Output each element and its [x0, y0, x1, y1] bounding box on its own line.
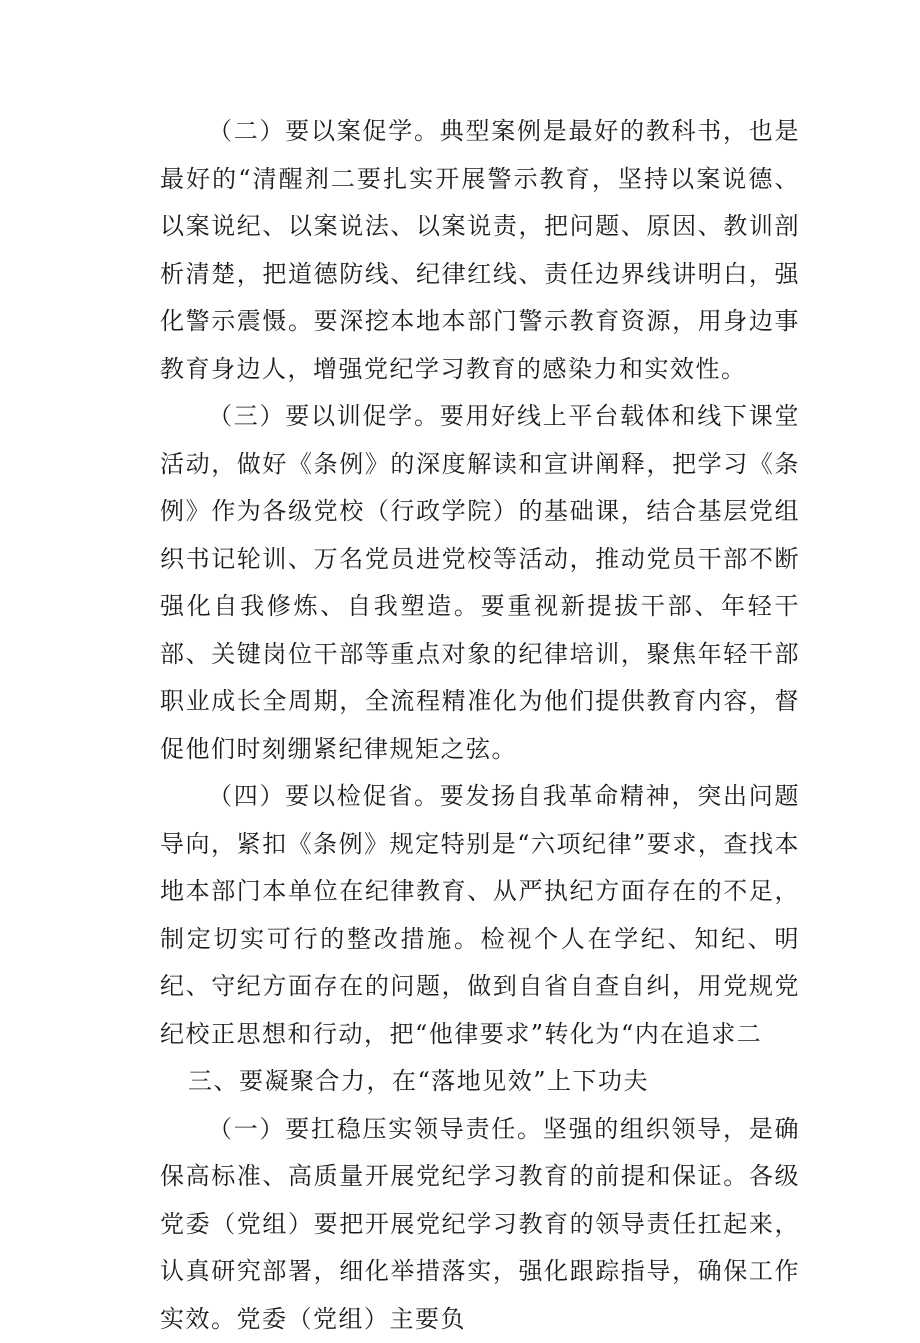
document-body [160, 108, 800, 1343]
paragraph-case-study: （二）要以案促学。典型案例是最好的教科书，也是最好的“清醒剂二要扎实开展警示教育，坚持以案说德、以案说纪、以案说法、以案说责，把问题、原因、教训剖析清楚，把道德防线、纪律红线、责任边界线讲明白，强化警示震慑。要深挖本地本部门警示教育资源，用身边事教育身边人，增强党纪学习教育的感染力和实效性。 [160, 108, 800, 393]
paragraph-inspection: （四）要以检促省。要发扬自我革命精神，突出问题导向，紧扣《条例》规定特别是“六项纪律”要求，查找本地本部门本单位在纪律教育、从严执纪方面存在的不足，制定切实可行的整改措施。检视个人在学纪、知纪、明纪、守纪方面存在的问题，做到自省自查自纠，用党规党纪校正思想和行动，把“他律要求”转化为“内在追求二 [160, 773, 800, 1058]
section-heading: 三、要凝聚合力，在“落地见效”上下功夫 [160, 1058, 800, 1106]
paragraph-training: （三）要以训促学。要用好线上平台载体和线下课堂活动，做好《条例》的深度解读和宣讲阐释，把学习《条例》作为各级党校（行政学院）的基础课，结合基层党组织书记轮训、万名党员进党校等活动，推动党员干部不断强化自我修炼、自我塑造。要重视新提拔干部、年轻干部、关键岗位干部等重点对象的纪律培训，聚焦年轻干部职业成长全周期，全流程精准化为他们提供教育内容，督促他们时刻绷紧纪律规矩之弦。 [160, 393, 800, 773]
paragraph-leadership: （一）要扛稳压实领导责任。坚强的组织领导，是确保高标准、高质量开展党纪学习教育的前提和保证。各级党委（党组）要把开展党纪学习教育的领导责任扛起来，认真研究部署，细化举措落实，强化跟踪指导，确保工作实效。党委（党组）主要负 [160, 1106, 800, 1343]
